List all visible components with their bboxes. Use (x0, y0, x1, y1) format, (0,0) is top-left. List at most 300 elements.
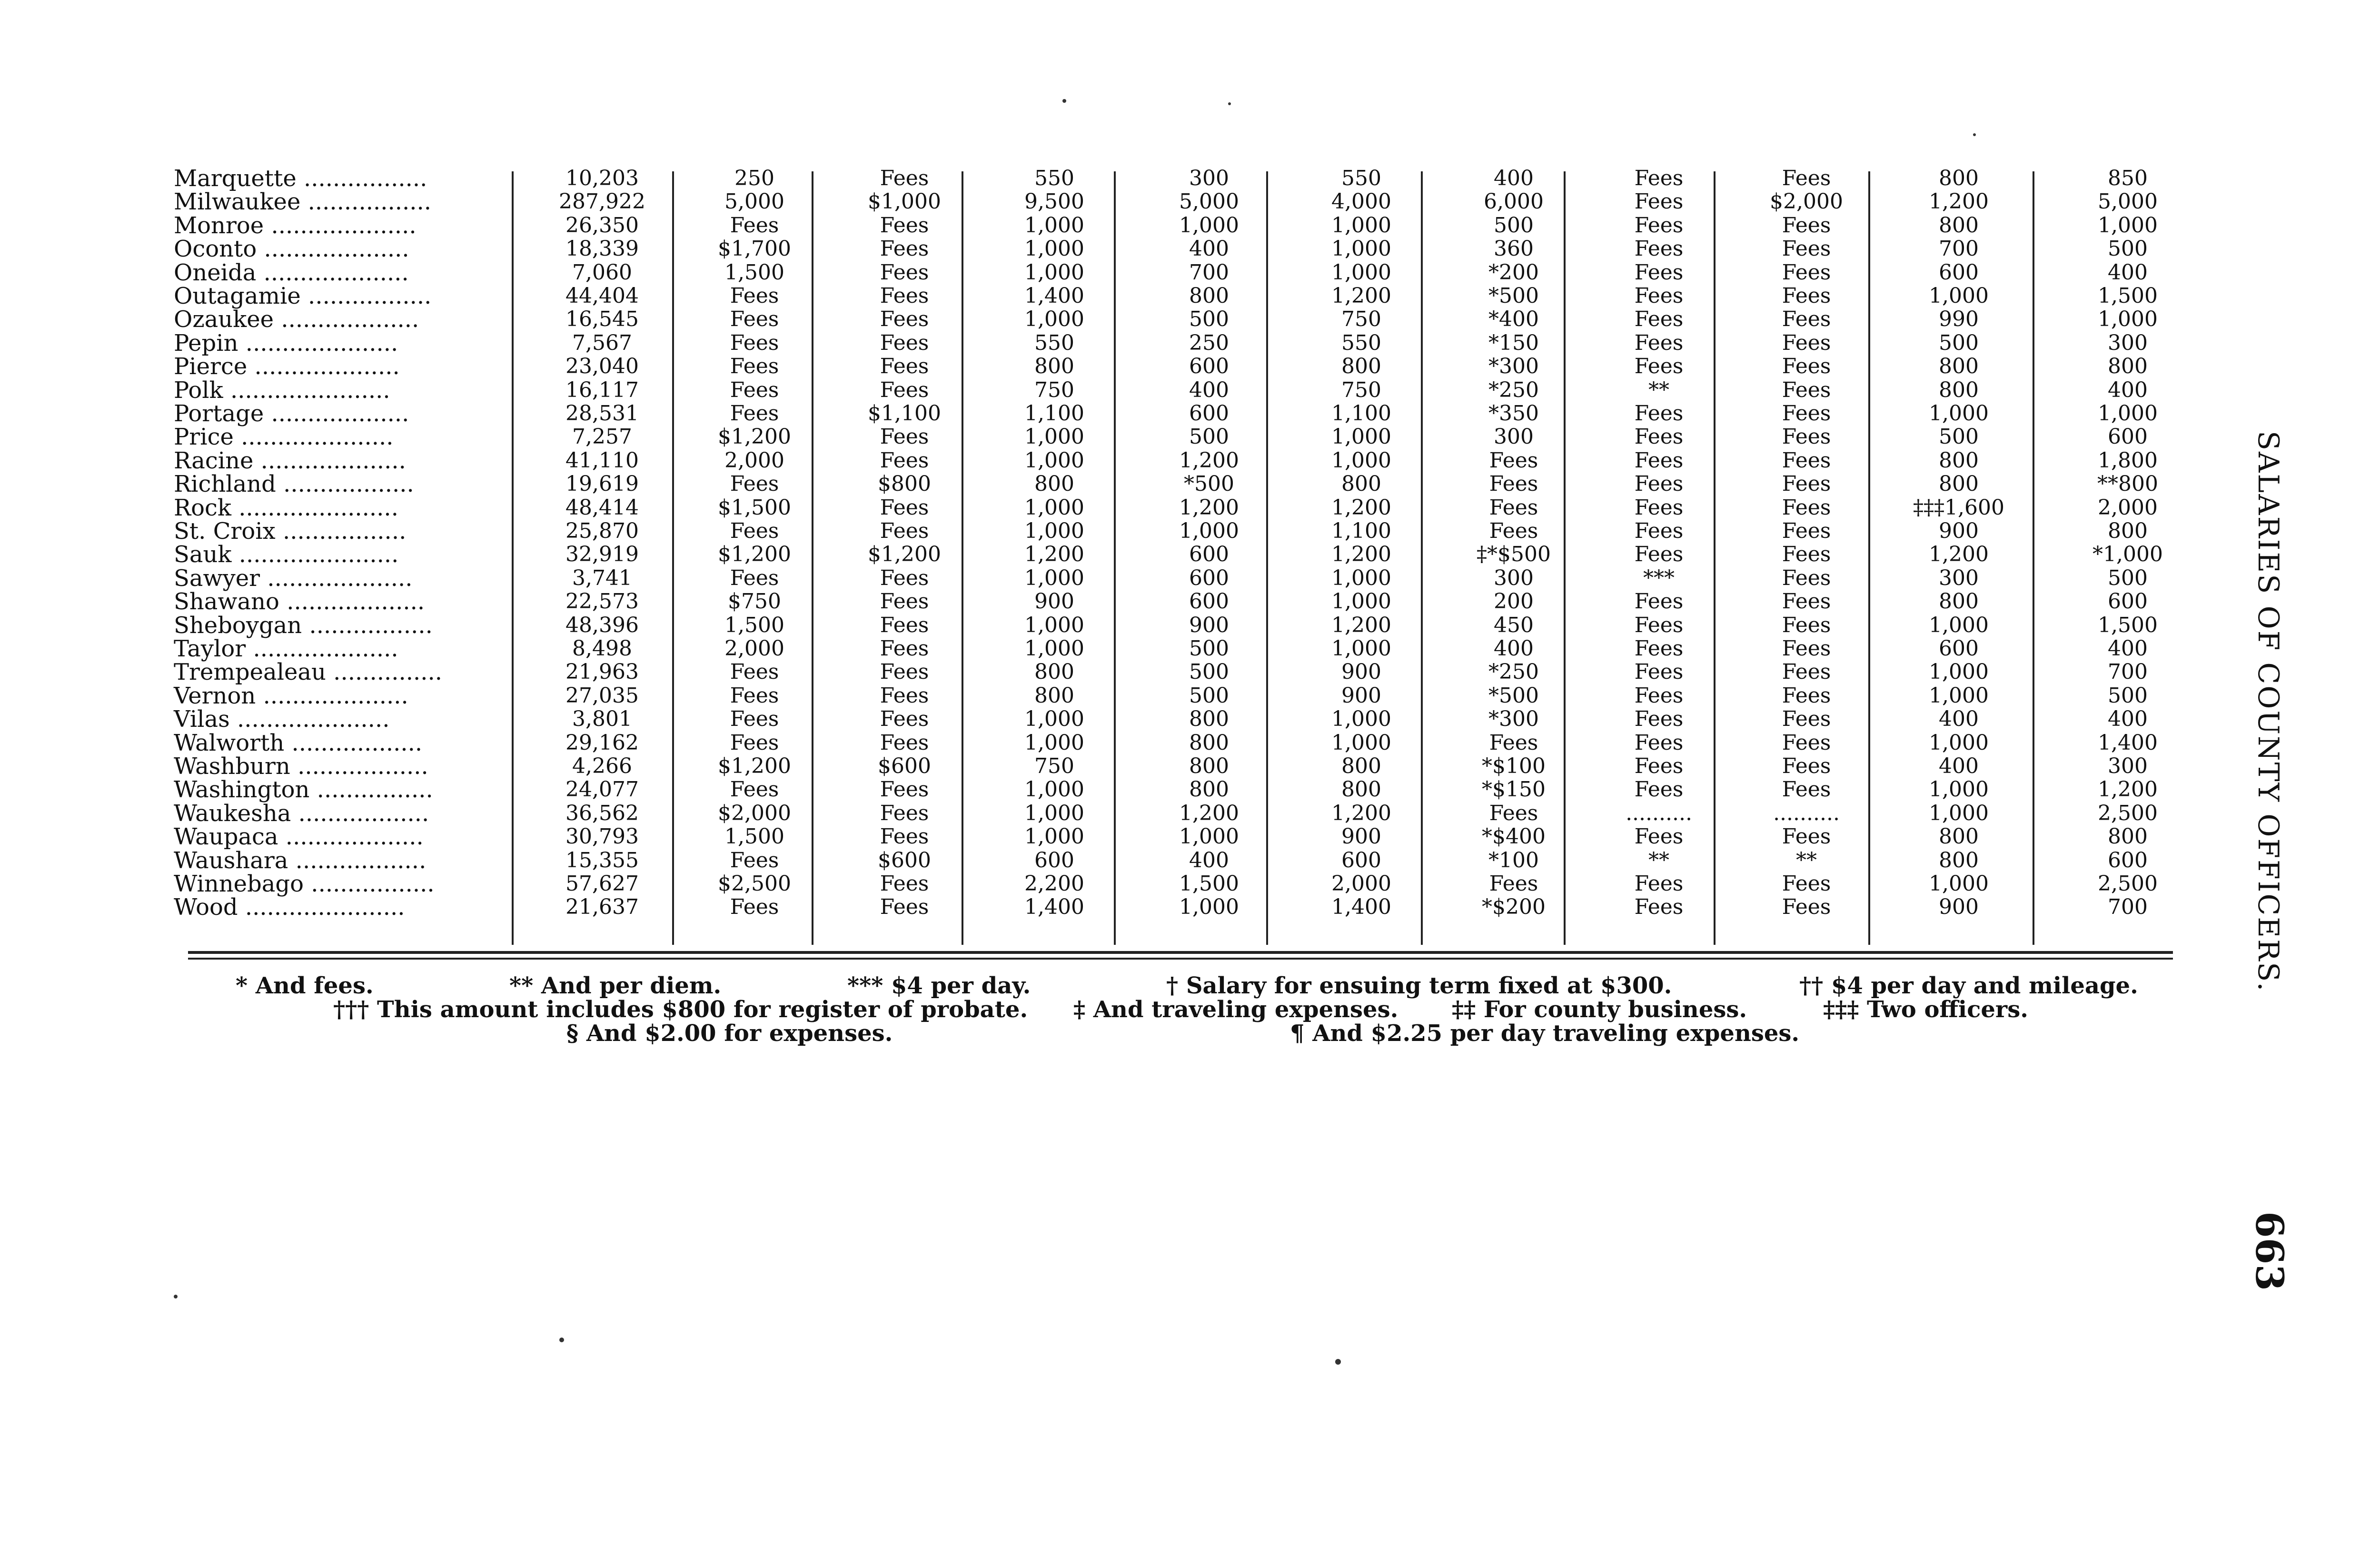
cell-col-4: 1,000 (1024, 213, 1084, 238)
cell-col-3: Fees (880, 777, 929, 802)
column-rule (1564, 171, 1566, 945)
cell-col-4: 1,000 (1024, 425, 1084, 449)
cell-col-11: 1,000 (2098, 213, 2158, 238)
cell-col-8: Fees (1634, 448, 1684, 473)
cell-col-8: ** (1648, 848, 1669, 872)
cell-population: 28,531 (565, 401, 639, 426)
cell-col-4: 9,500 (1024, 189, 1084, 214)
cell-col-5: 250 (1189, 330, 1229, 355)
cell-col-11: **800 (2097, 472, 2158, 496)
table-row (0, 355, 2380, 378)
cell-col-7: *500 (1488, 284, 1539, 308)
column-rule (2033, 171, 2034, 945)
county-name: Taylor .................... (174, 635, 398, 662)
cell-col-4: 1,000 (1024, 495, 1084, 520)
cell-col-11: 1,200 (2098, 777, 2158, 802)
cell-col-3: $1,000 (868, 189, 941, 214)
cell-population: 48,414 (565, 495, 639, 520)
cell-col-9: Fees (1782, 660, 1831, 684)
leader-dots: ................ (309, 776, 433, 803)
cell-col-11: 700 (2108, 895, 2148, 920)
cell-col-3: Fees (880, 213, 929, 238)
county-name: Sheboygan ................. (174, 612, 433, 639)
cell-col-3: Fees (880, 660, 929, 684)
cell-col-7: 400 (1494, 166, 1534, 190)
cell-col-7: *500 (1488, 683, 1539, 708)
cell-col-3: Fees (880, 448, 929, 473)
table-row (0, 849, 2380, 872)
cell-col-2: 2,000 (724, 448, 784, 473)
cell-col-9: Fees (1782, 260, 1831, 285)
cell-col-4: 1,000 (1024, 824, 1084, 849)
leader-dots: ............... (326, 659, 443, 686)
column-rule (1714, 171, 1716, 945)
cell-col-6: 1,100 (1331, 519, 1391, 543)
footnote-ensuing-term: † Salary for ensuing term fixed at $300. (1166, 972, 1672, 999)
column-rule (1114, 171, 1116, 945)
cell-col-9: Fees (1782, 895, 1831, 920)
cell-col-11: 800 (2108, 354, 2148, 379)
cell-col-2: Fees (730, 307, 779, 332)
cell-col-6: 1,200 (1331, 495, 1391, 520)
county-name: Ozaukee ................... (174, 306, 419, 333)
cell-col-5: 800 (1189, 777, 1229, 802)
cell-col-10: 1,000 (1929, 872, 1989, 896)
leader-dots: .................... (253, 447, 406, 474)
ink-speck (1973, 133, 1976, 136)
column-rule (812, 171, 813, 945)
cell-col-7: Fees (1489, 872, 1538, 896)
cell-col-7: *$200 (1482, 895, 1546, 920)
cell-col-7: 400 (1494, 636, 1534, 661)
column-rule (962, 171, 963, 945)
cell-col-11: 850 (2108, 166, 2148, 190)
county-name: Wood ...................... (174, 894, 405, 921)
cell-col-2: Fees (730, 472, 779, 496)
cell-col-10: 800 (1939, 166, 1979, 190)
cell-population: 21,963 (565, 660, 639, 684)
cell-col-3: Fees (880, 872, 929, 896)
ink-speck (1228, 102, 1231, 105)
cell-col-5: 600 (1189, 542, 1229, 567)
county-name: Vernon .................... (174, 682, 408, 709)
cell-col-2: Fees (730, 683, 779, 708)
cell-col-2: $2,500 (718, 872, 791, 896)
cell-col-4: 900 (1034, 589, 1074, 614)
cell-col-6: 750 (1341, 377, 1381, 402)
cell-col-9: Fees (1782, 307, 1831, 332)
ink-speck (1062, 99, 1066, 103)
table-row (0, 802, 2380, 825)
cell-population: 8,498 (572, 636, 632, 661)
cell-col-9: Fees (1782, 730, 1831, 755)
cell-col-3: $1,100 (868, 401, 941, 426)
footnote-traveling-expenses: ‡ And traveling expenses. (1073, 996, 1398, 1023)
cell-col-6: 800 (1341, 754, 1381, 778)
cell-population: 16,117 (565, 377, 639, 402)
cell-col-8: Fees (1634, 683, 1684, 708)
cell-col-11: 300 (2108, 754, 2148, 778)
cell-col-8: Fees (1634, 754, 1684, 778)
cell-col-6: 1,200 (1331, 613, 1391, 637)
column-rule (672, 171, 674, 945)
leader-dots: .................. (276, 471, 414, 498)
cell-col-5: 900 (1189, 613, 1229, 637)
cell-col-5: 600 (1189, 565, 1229, 590)
cell-col-9: Fees (1782, 166, 1831, 190)
footnote-traveling-per-day: ¶ And $2.25 per day traveling expenses. (1290, 1020, 1800, 1047)
cell-population: 22,573 (565, 589, 639, 614)
cell-col-2: Fees (730, 519, 779, 543)
table-row (0, 778, 2380, 802)
cell-col-4: 1,000 (1024, 260, 1084, 285)
cell-col-10: 1,000 (1929, 730, 1989, 755)
county-name: Washington ................ (174, 776, 433, 803)
leader-dots: ................. (302, 612, 433, 639)
county-name: Richland .................. (174, 471, 414, 498)
cell-col-11: 2,000 (2098, 495, 2158, 520)
cell-col-11: 1,500 (2098, 613, 2158, 637)
cell-col-5: 800 (1189, 707, 1229, 732)
cell-col-6: 800 (1341, 472, 1381, 496)
cell-col-11: 2,500 (2098, 872, 2158, 896)
cell-col-6: 1,000 (1331, 448, 1391, 473)
cell-col-3: Fees (880, 425, 929, 449)
cell-col-10: 1,000 (1929, 284, 1989, 308)
cell-col-2: 1,500 (724, 613, 784, 637)
cell-col-9: Fees (1782, 683, 1831, 708)
cell-col-6: 900 (1341, 683, 1381, 708)
cell-col-5: 1,000 (1179, 519, 1239, 543)
cell-col-4: 1,000 (1024, 707, 1084, 732)
cell-col-6: 1,200 (1331, 284, 1391, 308)
cell-col-2: $750 (728, 589, 781, 614)
cell-col-6: 2,000 (1331, 872, 1391, 896)
table-row (0, 637, 2380, 661)
cell-col-7: 360 (1494, 237, 1534, 261)
table-row (0, 872, 2380, 896)
county-name: Pierce .................... (174, 353, 400, 380)
cell-col-10: 800 (1939, 213, 1979, 238)
footnote-expenses: § And $2.00 for expenses. (566, 1020, 893, 1047)
cell-col-10: 1,000 (1929, 613, 1989, 637)
table-row (0, 543, 2380, 566)
leader-dots: ...................... (238, 894, 405, 921)
leader-dots: ...................... (223, 377, 390, 404)
cell-col-2: Fees (730, 401, 779, 426)
cell-col-6: 900 (1341, 824, 1381, 849)
county-name: Racine .................... (174, 447, 406, 474)
cell-col-8: Fees (1634, 330, 1684, 355)
leader-dots: ................. (275, 518, 407, 545)
cell-col-4: 800 (1034, 354, 1074, 379)
cell-col-9: Fees (1782, 519, 1831, 543)
cell-col-7: Fees (1489, 472, 1538, 496)
cell-col-2: $2,000 (718, 801, 791, 825)
cell-col-4: 550 (1034, 166, 1074, 190)
county-name: Milwaukee ................. (174, 188, 432, 216)
cell-col-4: 800 (1034, 660, 1074, 684)
table-row (0, 449, 2380, 473)
cell-col-5: 1,200 (1179, 495, 1239, 520)
cell-col-11: 1,400 (2098, 730, 2158, 755)
cell-col-11: 300 (2108, 330, 2148, 355)
cell-col-9: Fees (1782, 425, 1831, 449)
cell-col-6: 1,100 (1331, 401, 1391, 426)
cell-population: 41,110 (565, 448, 639, 473)
cell-col-7: Fees (1489, 801, 1538, 825)
cell-col-5: *500 (1184, 472, 1234, 496)
cell-col-9: Fees (1782, 377, 1831, 402)
cell-col-5: 800 (1189, 284, 1229, 308)
cell-col-10: 800 (1939, 824, 1979, 849)
cell-col-5: 1,200 (1179, 448, 1239, 473)
cell-col-8: Fees (1634, 824, 1684, 849)
cell-col-11: 700 (2108, 660, 2148, 684)
leader-dots: ................... (264, 400, 409, 427)
footnote-per-diem: ** And per diem. (509, 972, 722, 999)
cell-col-3: Fees (880, 354, 929, 379)
cell-col-11: 600 (2108, 589, 2148, 614)
cell-col-11: 400 (2108, 260, 2148, 285)
cell-col-6: 900 (1341, 660, 1381, 684)
cell-col-7: *300 (1488, 354, 1539, 379)
cell-col-10: 1,000 (1929, 801, 1989, 825)
cell-col-5: 400 (1189, 237, 1229, 261)
leader-dots: .................. (290, 753, 428, 780)
county-name: Rock ...................... (174, 494, 398, 521)
leader-dots: ...................... (231, 494, 398, 521)
cell-col-2: Fees (730, 848, 779, 872)
cell-col-11: 1,000 (2098, 401, 2158, 426)
table-row (0, 167, 2380, 190)
county-name: Shawano ................... (174, 588, 425, 615)
cell-col-3: Fees (880, 707, 929, 732)
leader-dots: .................. (288, 847, 426, 874)
table-row (0, 402, 2380, 426)
page-number: 663 (2247, 1211, 2292, 1291)
cell-col-7: 300 (1494, 425, 1534, 449)
cell-col-2: Fees (730, 707, 779, 732)
cell-col-7: 300 (1494, 565, 1534, 590)
cell-col-9: ** (1796, 848, 1817, 872)
cell-col-5: 500 (1189, 307, 1229, 332)
table-row (0, 284, 2380, 308)
table-rule-bottom (188, 958, 2173, 960)
cell-col-9: Fees (1782, 472, 1831, 496)
cell-col-7: *250 (1488, 660, 1539, 684)
table-rule-top (188, 951, 2173, 954)
cell-col-4: 750 (1034, 377, 1074, 402)
cell-col-6: 1,000 (1331, 565, 1391, 590)
cell-population: 30,793 (565, 824, 639, 849)
table-row (0, 190, 2380, 214)
leader-dots: ................. (300, 188, 432, 216)
county-name: Waupaca ................... (174, 823, 424, 851)
table-row (0, 707, 2380, 731)
cell-col-3: Fees (880, 589, 929, 614)
cell-col-7: 6,000 (1484, 189, 1544, 214)
column-rule (1421, 171, 1423, 945)
leader-dots: ..................... (238, 329, 398, 357)
cell-col-5: 400 (1189, 848, 1229, 872)
cell-col-5: 500 (1189, 425, 1229, 449)
cell-col-7: *250 (1488, 377, 1539, 402)
footnote-register-of-probate: ††† This amount includes $800 for register of probate. (333, 996, 1028, 1023)
cell-col-8: ** (1648, 377, 1669, 402)
cell-col-3: Fees (880, 613, 929, 637)
cell-col-9: $2,000 (1770, 189, 1843, 214)
cell-col-4: 2,200 (1024, 872, 1084, 896)
cell-col-4: 800 (1034, 472, 1074, 496)
cell-col-8: Fees (1634, 519, 1684, 543)
cell-col-8: Fees (1634, 613, 1684, 637)
cell-col-6: 1,000 (1331, 425, 1391, 449)
cell-col-3: Fees (880, 260, 929, 285)
cell-col-8: *** (1643, 565, 1675, 590)
cell-col-5: 1,200 (1179, 801, 1239, 825)
table-row (0, 660, 2380, 684)
footnote-two-officers: ‡‡‡ Two officers. (1823, 996, 2028, 1023)
cell-col-3: Fees (880, 801, 929, 825)
cell-population: 18,339 (565, 237, 639, 261)
cell-col-5: 700 (1189, 260, 1229, 285)
table-row (0, 331, 2380, 355)
cell-population: 25,870 (565, 519, 639, 543)
cell-col-2: $1,200 (718, 542, 791, 567)
cell-col-9: Fees (1782, 213, 1831, 238)
cell-population: 24,077 (565, 777, 639, 802)
cell-col-2: $1,200 (718, 425, 791, 449)
table-row (0, 261, 2380, 285)
cell-col-8: Fees (1634, 707, 1684, 732)
cell-col-4: 1,000 (1024, 565, 1084, 590)
cell-col-8: Fees (1634, 307, 1684, 332)
cell-col-4: 1,000 (1024, 730, 1084, 755)
cell-col-2: $1,500 (718, 495, 791, 520)
cell-col-2: Fees (730, 377, 779, 402)
cell-col-9: Fees (1782, 354, 1831, 379)
county-name: Trempealeau ............... (174, 659, 443, 686)
cell-col-9: Fees (1782, 707, 1831, 732)
cell-col-7: *350 (1488, 401, 1539, 426)
cell-col-2: Fees (730, 330, 779, 355)
cell-col-10: 800 (1939, 354, 1979, 379)
cell-col-3: $1,200 (868, 542, 941, 567)
table-row (0, 496, 2380, 520)
cell-col-7: ‡*$500 (1477, 542, 1551, 567)
cell-col-8: Fees (1634, 284, 1684, 308)
cell-col-7: *100 (1488, 848, 1539, 872)
cell-col-3: Fees (880, 824, 929, 849)
cell-population: 7,060 (572, 260, 632, 285)
cell-col-11: 500 (2108, 565, 2148, 590)
cell-col-8: Fees (1634, 189, 1684, 214)
cell-population: 19,619 (565, 472, 639, 496)
leader-dots: ..................... (229, 706, 390, 733)
cell-col-2: Fees (730, 213, 779, 238)
cell-col-3: Fees (880, 565, 929, 590)
cell-col-10: 990 (1939, 307, 1979, 332)
cell-population: 44,404 (565, 284, 639, 308)
cell-col-9: Fees (1782, 872, 1831, 896)
ink-speck (174, 1295, 178, 1298)
cell-col-8: Fees (1634, 354, 1684, 379)
cell-col-11: 1,800 (2098, 448, 2158, 473)
cell-col-7: 450 (1494, 613, 1534, 637)
county-name: Oconto .................... (174, 236, 409, 263)
cell-col-8: Fees (1634, 542, 1684, 567)
footnote-per-day-mileage: †† $4 per day and mileage. (1799, 972, 2138, 999)
cell-col-11: 2,500 (2098, 801, 2158, 825)
cell-col-4: 1,000 (1024, 237, 1084, 261)
cell-col-2: 5,000 (724, 189, 784, 214)
cell-col-3: Fees (880, 377, 929, 402)
cell-col-2: 1,500 (724, 824, 784, 849)
cell-population: 3,801 (572, 707, 632, 732)
cell-col-5: 300 (1189, 166, 1229, 190)
cell-col-9: Fees (1782, 824, 1831, 849)
cell-col-5: 800 (1189, 730, 1229, 755)
running-title: SALARIES OF COUNTY OFFICERS. (2251, 431, 2285, 993)
table-row (0, 754, 2380, 778)
county-name: Waushara .................. (174, 847, 426, 874)
cell-col-9: Fees (1782, 636, 1831, 661)
cell-col-10: 1,200 (1929, 542, 1989, 567)
cell-col-6: 800 (1341, 777, 1381, 802)
cell-col-5: 5,000 (1179, 189, 1239, 214)
cell-col-2: Fees (730, 730, 779, 755)
cell-col-4: 1,000 (1024, 307, 1084, 332)
county-name: Sawyer .................... (174, 565, 413, 592)
cell-col-11: 1,500 (2098, 284, 2158, 308)
cell-col-6: 600 (1341, 848, 1381, 872)
cell-col-3: Fees (880, 284, 929, 308)
cell-col-3: Fees (880, 683, 929, 708)
table-row (0, 425, 2380, 449)
county-name: Outagamie ................. (174, 283, 432, 309)
cell-col-8: Fees (1634, 495, 1684, 520)
leader-dots: .................... (264, 212, 416, 239)
cell-col-9: Fees (1782, 284, 1831, 308)
cell-col-4: 550 (1034, 330, 1074, 355)
cell-col-5: 400 (1189, 377, 1229, 402)
ink-speck (559, 1338, 564, 1342)
leader-dots: ................... (279, 588, 425, 615)
cell-col-7: 500 (1494, 213, 1534, 238)
footnote-county-business: ‡‡ For county business. (1452, 996, 1747, 1023)
cell-col-2: 2,000 (724, 636, 784, 661)
cell-col-4: 1,000 (1024, 777, 1084, 802)
table-row (0, 519, 2380, 543)
cell-col-4: 600 (1034, 848, 1074, 872)
cell-col-10: 800 (1939, 472, 1979, 496)
cell-col-5: 1,000 (1179, 824, 1239, 849)
leader-dots: ................. (300, 283, 432, 309)
leader-dots: ................... (278, 823, 424, 851)
cell-population: 36,562 (565, 801, 639, 825)
leader-dots: .................... (256, 682, 408, 709)
cell-col-7: *400 (1488, 307, 1539, 332)
cell-col-10: 800 (1939, 448, 1979, 473)
cell-col-10: 800 (1939, 377, 1979, 402)
column-rule (1868, 171, 1870, 945)
cell-col-11: 500 (2108, 237, 2148, 261)
leader-dots: ..................... (233, 424, 394, 451)
cell-col-5: 600 (1189, 401, 1229, 426)
cell-col-8: Fees (1634, 213, 1684, 238)
cell-population: 15,355 (565, 848, 639, 872)
